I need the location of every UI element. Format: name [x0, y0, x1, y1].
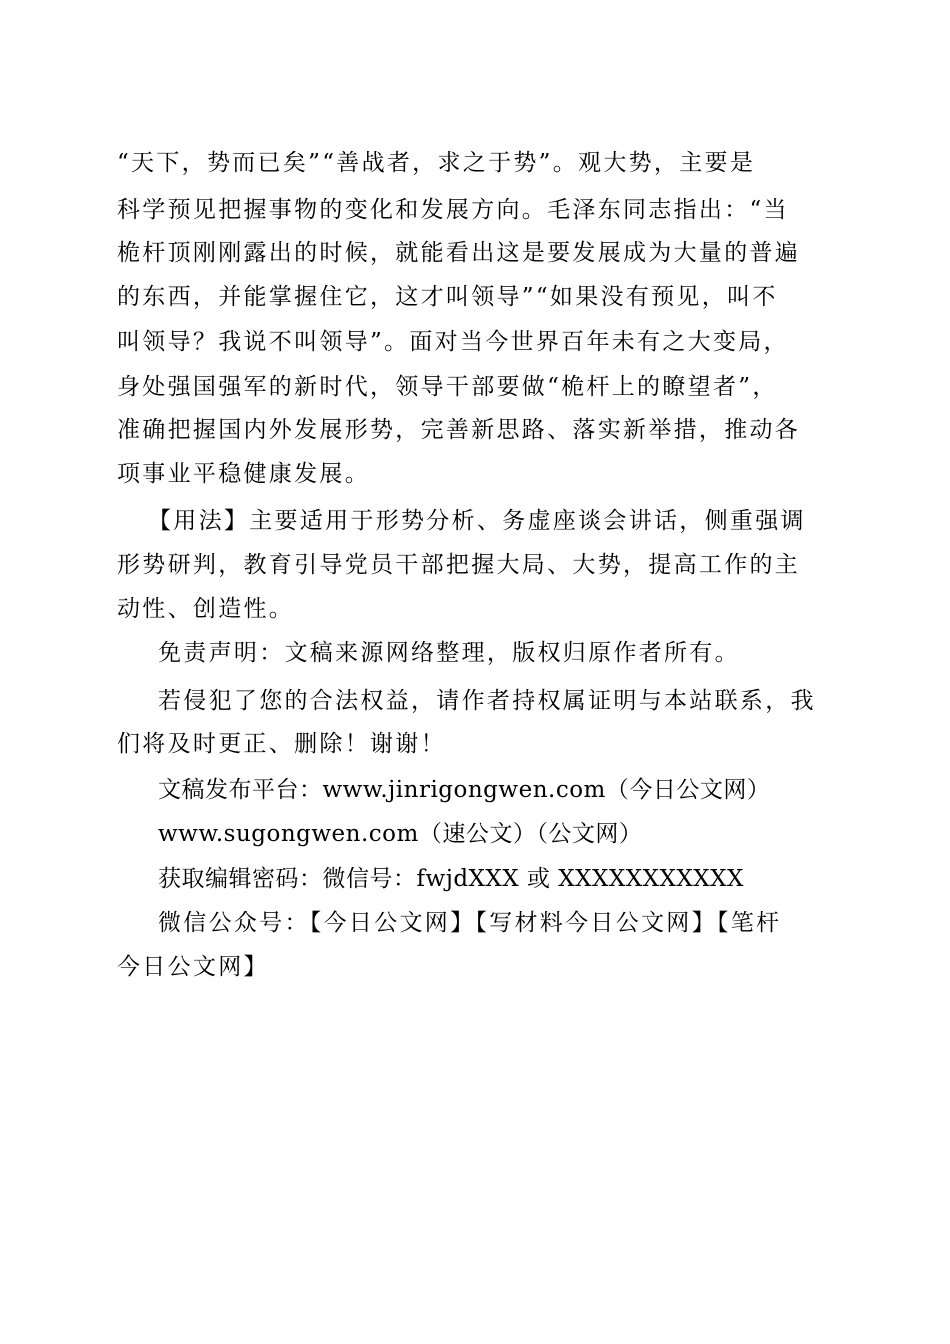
usage-line-1: 【用法】主要适用于形势分析、务虚座谈会讲话，侧重强调 [148, 508, 806, 534]
usage-line-3: 动性、创造性。 [117, 596, 295, 622]
infringement-line-2: 们将及时更正、删除！谢谢！ [117, 731, 446, 757]
paragraph-1-line-4: 的东西，并能掌握住它，这才叫领导”“如果没有预见，叫不 [117, 284, 778, 310]
paragraph-1-line-6: 身处强国强军的新时代，领导干部要做“桅杆上的瞭望者”， [117, 374, 778, 400]
wechat-accounts-line-1: 微信公众号：【今日公文网】【写材料今日公文网】【笔杆 [158, 910, 782, 936]
paragraph-1-line-3: 桅杆顶刚刚露出的时候，就能看出这是要发展成为大量的普遍 [117, 240, 801, 266]
disclaimer-line: 免责声明：文稿来源网络整理，版权归原作者所有。 [158, 640, 740, 666]
platform-line: 文稿发布平台：www.jinrigongwen.com（今日公文网） [158, 777, 771, 803]
usage-line-2: 形势研判，教育引导党员干部把握大局、大势，提高工作的主 [117, 552, 801, 578]
infringement-line-1: 若侵犯了您的合法权益，请作者持权属证明与本站联系，我 [158, 688, 816, 714]
paragraph-1-line-7: 准确把握国内外发展形势，完善新思路、落实新举措，推动各 [117, 417, 801, 443]
wechat-accounts-line-2: 今日公文网】 [117, 954, 269, 980]
paragraph-1-line-5: 叫领导？我说不叫领导”。面对当今世界百年未有之大变局， [117, 329, 789, 355]
paragraph-1-line-1: “天下，势而已矣”“善战者，求之于势”。观大势，主要是 [117, 150, 756, 176]
paragraph-1-line-2: 科学预见把握事物的变化和发展方向。毛泽东同志指出：“当 [117, 197, 789, 223]
sugongwen-line: www.sugongwen.com（速公文）（公文网） [158, 821, 643, 847]
paragraph-1-line-8: 项事业平稳健康发展。 [117, 461, 370, 487]
password-line: 获取编辑密码：微信号：fwjdXXX 或 XXXXXXXXXXX [158, 866, 744, 892]
